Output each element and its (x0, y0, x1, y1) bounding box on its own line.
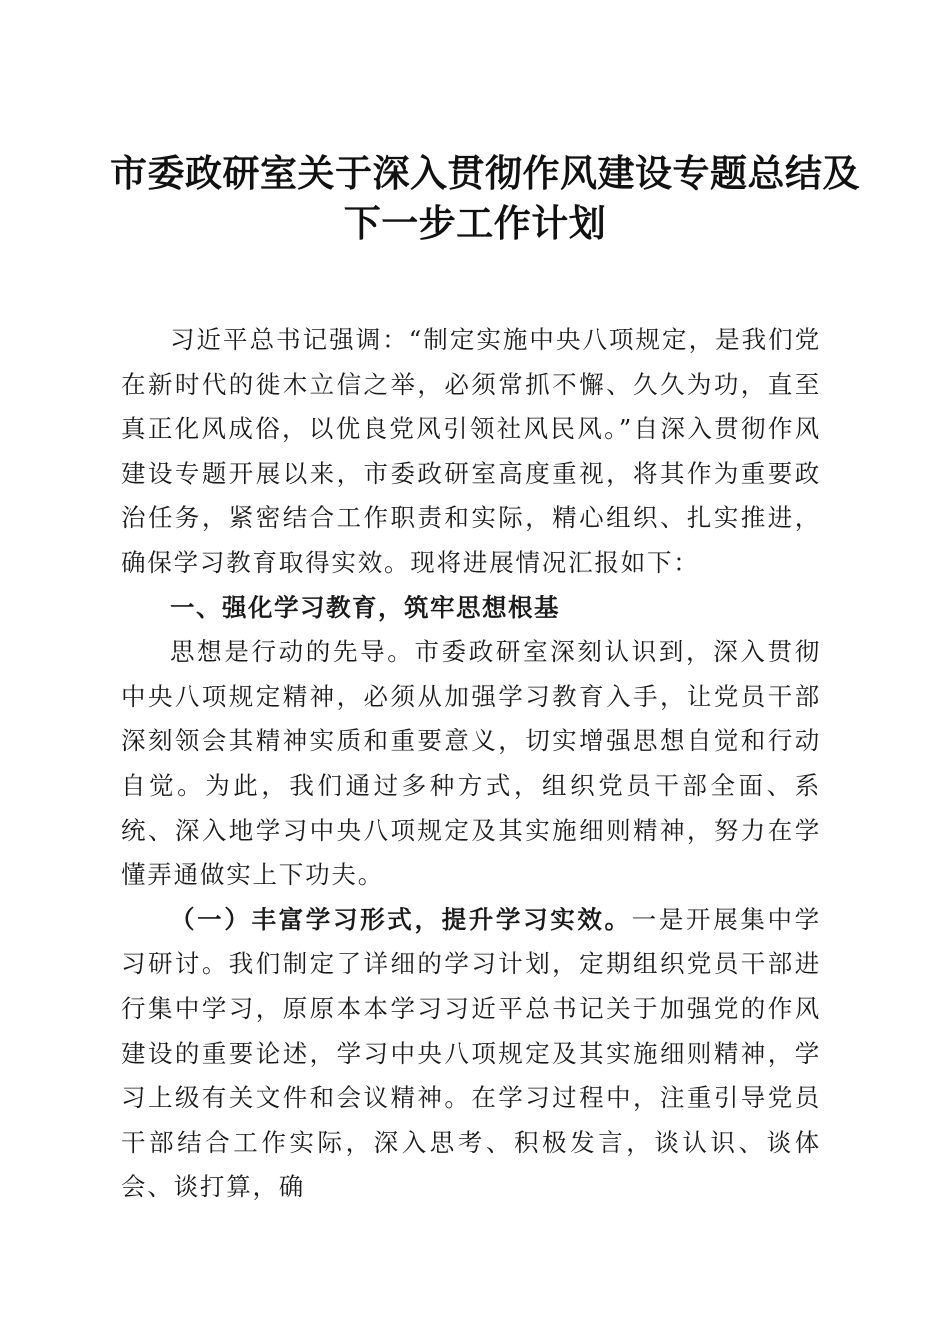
subsection-1-heading: （一）丰富学习形式，提升学习实效。 (170, 904, 632, 934)
subsection-1-text: 一是开展集中学习研讨。我们制定了详细的学习计划，定期组织党员干部进行集中学习，原原本本学习习近平总书记关于加强党的作风建设的重要论述，学习中央八项规定及其实施细则精神，学习上级有关文件和会议精神。在学习过程中，注重引导党员干部结合工作实际，深入思考、积极发言，谈认识、谈体会、谈打算，确 (121, 904, 821, 1202)
section-1-paragraph: 思想是行动的先导。市委政研室深刻认识到，深入贯彻中央八项规定精神，必须从加强学习教育入手，让党员干部深刻领会其精神实质和重要意义，切实增强思想自觉和行动自觉。为此，我们通过多种方式，组织党员干部全面、系统、深入地学习中央八项规定及其实施细则精神，努力在学懂弄通做实上下功夫。 (121, 637, 821, 890)
title-line-1: 市委政研室关于深入贯彻作风建设专题总结及 (110, 151, 860, 195)
document-body (121, 318, 821, 1210)
section-1-heading: 一、强化学习教育，筑牢思想根基 (170, 592, 560, 622)
title-line-2: 下一步工作计划 (343, 201, 607, 245)
document-title (110, 148, 860, 248)
intro-paragraph: 习近平总书记强调：“制定实施中央八项规定，是我们党在新时代的徙木立信之举，必须常抓不懈、久久为功，直至真正化风成俗，以优良党风引领社风民风。”自深入贯彻作风建设专题开展以来，市委政研室高度重视，将其作为重要政治任务，紧密结合工作职责和实际，精心组织、扎实推进，确保学习教育取得实效。现将进展情况汇报如下： (121, 325, 821, 577)
subsection-1-paragraph (121, 898, 821, 1210)
